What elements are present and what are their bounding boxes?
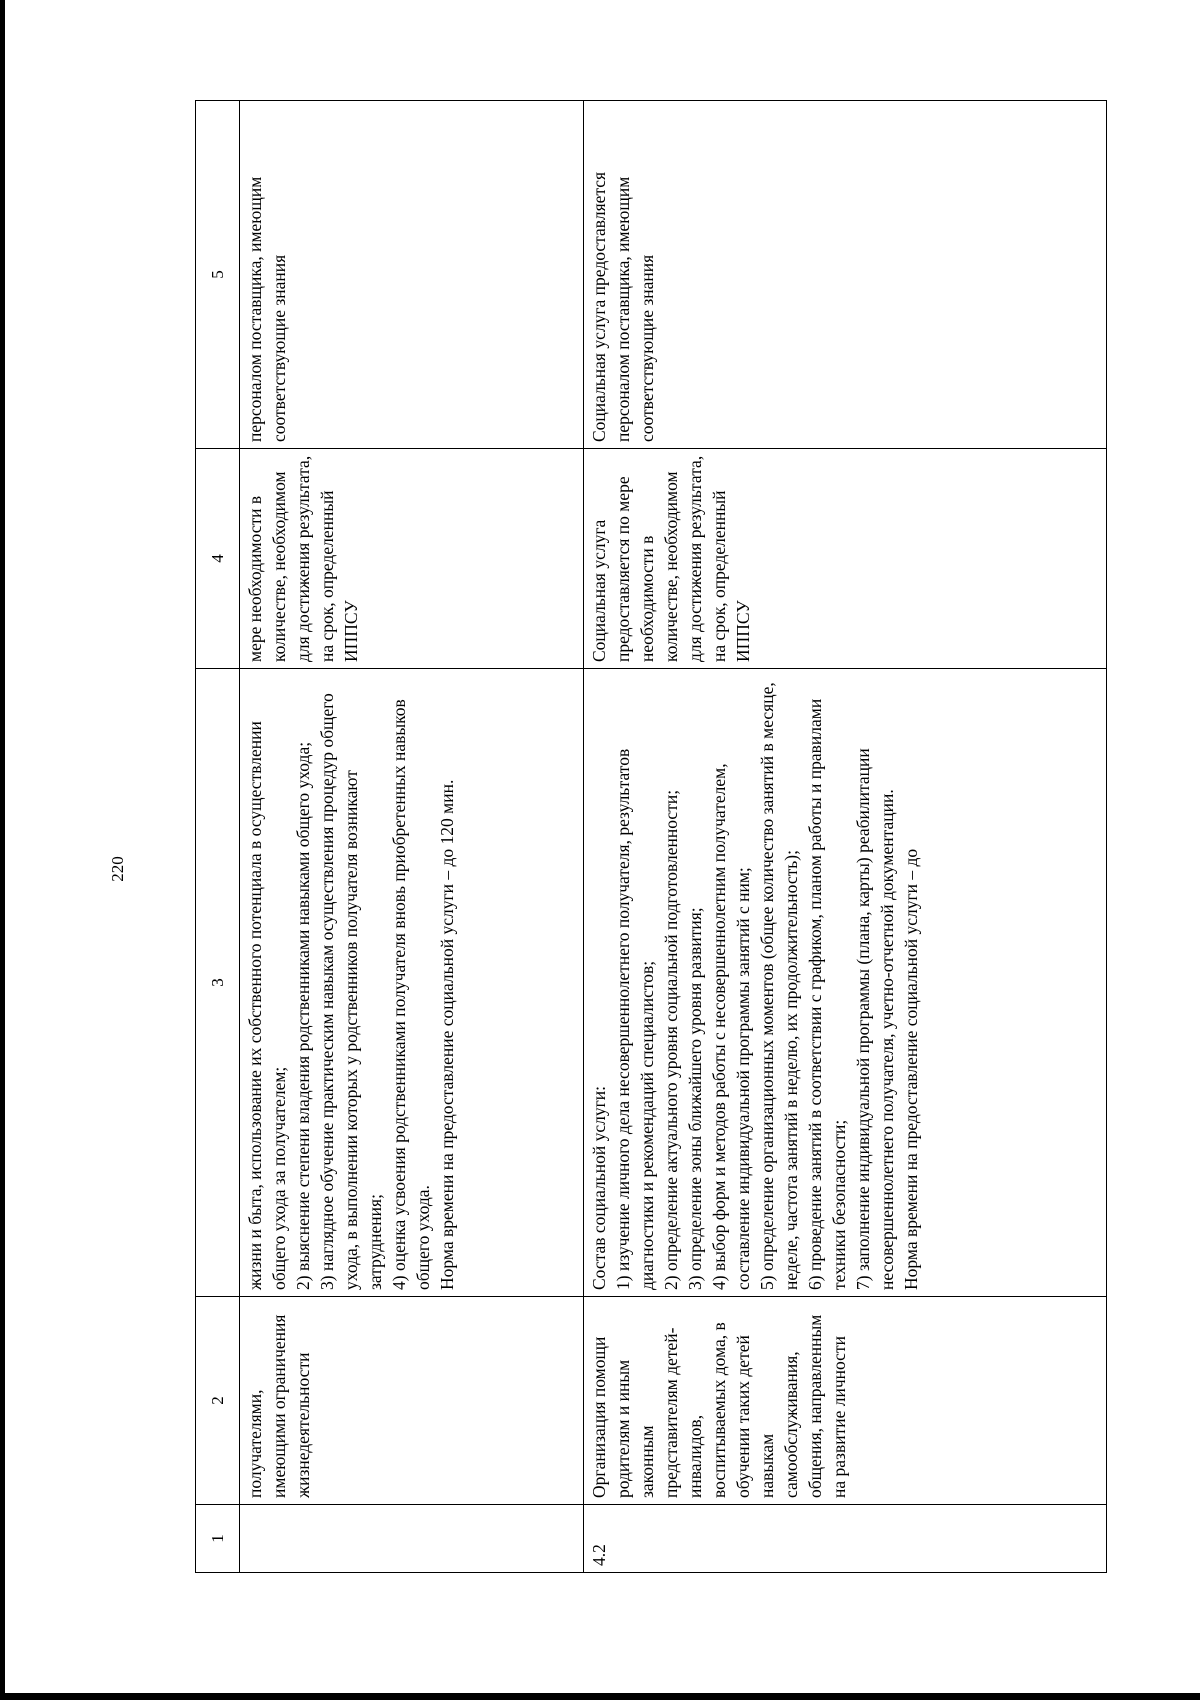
- scan-border-bottom: [0, 1693, 1200, 1700]
- service-content-cell: Состав социальной услуги: 1) изучение личного дела несовершеннолетнего получателя, результатов диагностики и рекомендаций специалистов; 2) определение актуального уровня социальной подготовленности; 3) определение зоны ближайшего уровня развития; 4) выбор форм и методов работы с несовершеннолетним получателем, составление индивидуальной программы занятий с ним; 5) определение организационных моментов (общее количество занятий в месяце, неделе, частота занятий в неделю, их продолжительность); 6) проведение занятий в соответствии с графиком, планом работы и правилами техники безопасности; 7) заполнение индивидуальной программы (плана, карты) реабилитации несовершеннолетнего получателя, учетно-отчетной документации. Норма времени на предоставление социальной услуги – до: [584, 669, 1107, 1297]
- services-table: [195, 100, 1107, 1573]
- column-header-3: 3: [196, 669, 240, 1297]
- column-header-1: 1: [196, 1505, 240, 1573]
- row-number-cell: [240, 1505, 584, 1573]
- service-name-cell: получателями, имеющими ограничения жизнедеятельности: [240, 1297, 584, 1505]
- service-terms-cell: мере необходимости в количестве, необходимом для достижения результата, на срок, определенный ИППСУ: [240, 449, 584, 669]
- column-header-5: 5: [196, 101, 240, 449]
- scan-border-left: [0, 0, 5, 1700]
- service-provider-cell: Социальная услуга предоставляется персоналом поставщика, имеющим соответствующие знания: [584, 101, 1107, 449]
- table-row: [584, 101, 1107, 1573]
- row-number-cell: 4.2: [584, 1505, 1107, 1573]
- rotated-table-container: [195, 101, 1106, 1573]
- table-row: [240, 101, 584, 1573]
- service-terms-cell: Социальная услуга предоставляется по мере необходимости в количестве, необходимом для достижения результата, на срок, определенный ИППСУ: [584, 449, 1107, 669]
- table-header-row: [196, 101, 240, 1573]
- column-header-4: 4: [196, 449, 240, 669]
- page-number: 220: [108, 856, 127, 882]
- column-header-2: 2: [196, 1297, 240, 1505]
- service-provider-cell: персоналом поставщика, имеющим соответствующие знания: [240, 101, 584, 449]
- service-name-cell: Организация помощи родителям и иным законным представителям детей-инвалидов, воспитываемых дома, в обучении таких детей навыкам самообслуживания, общения, направленным на развитие личности: [584, 1297, 1107, 1505]
- service-content-cell: жизни и быта, использование их собственного потенциала в осуществлении общего ухода за получателем; 2) выяснение степени владения родственниками навыками общего ухода; 3) наглядное обучение практическим навыкам осуществления процедур общего ухода, в выполнении которых у родственников получателя возникают затруднения; 4) оценка усвоения родственниками получателя вновь приобретенных навыков общего ухода. Норма времени на предоставление социальной услуги – до 120 мин.: [240, 669, 584, 1297]
